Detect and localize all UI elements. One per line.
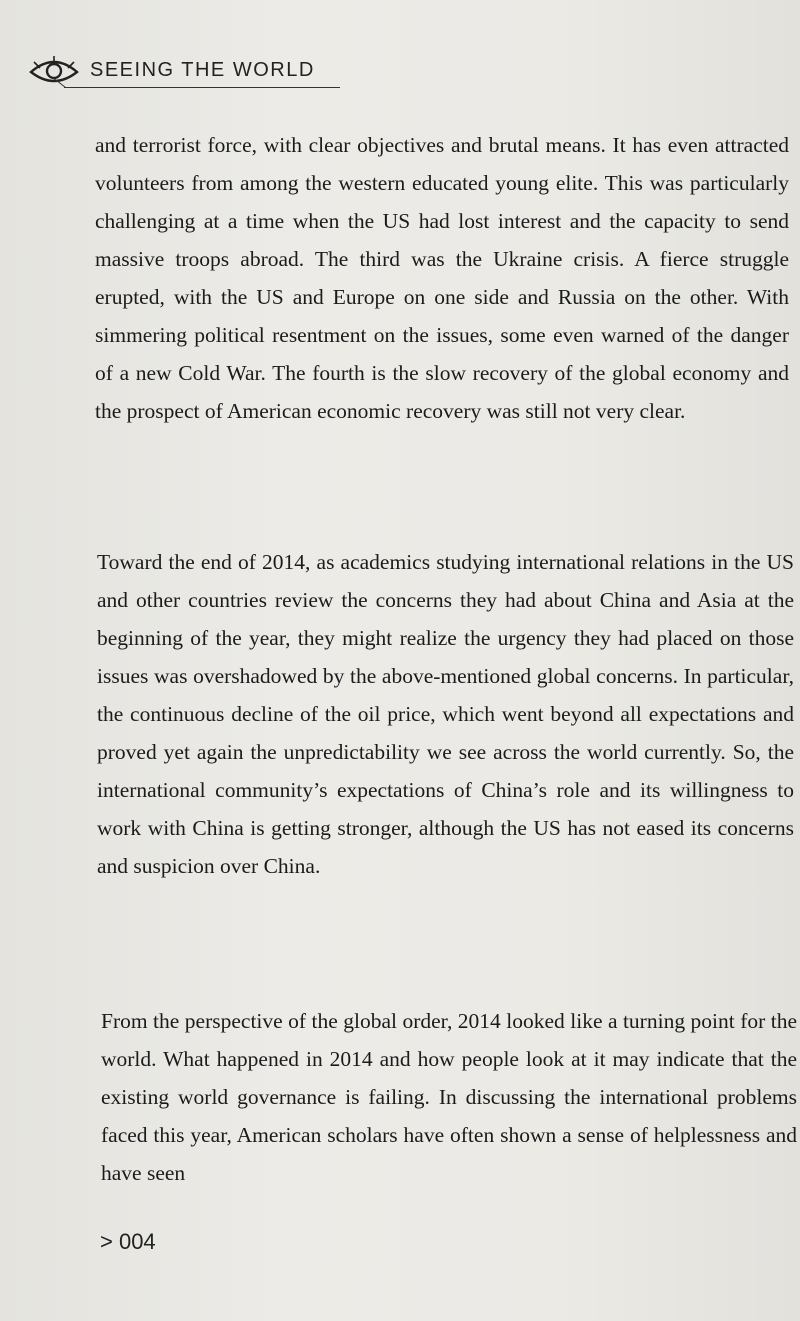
eye-icon <box>28 56 80 86</box>
paragraph-1: and terrorist force, with clear objectives and brutal means. It has even attracted volunteers from among the western educated young elite. This was particularly challenging at a time when the US had lost interest and the capacity to send massive troops abroad. The third was the Ukraine crisis. A fierce struggle erupted, with the US and Europe on one side and Russia on the other. With simmering political resentment on the issues, some even warned of the danger of a new Cold War. The fourth is the slow recovery of the global economy and the prospect of American economic recovery was still not very clear. <box>95 133 789 423</box>
header-rule <box>64 87 340 88</box>
header-title: SEEING THE WORLD <box>90 59 315 81</box>
paragraph-2: Toward the end of 2014, as academics studying international relations in the US and other countries review the concerns they had about China and Asia at the beginning of the year, they might realize the urgency they had placed on those issues was overshadowed by the above-mentioned global concerns. In particular, the continuous decline of the oil price, which went beyond all expectations and proved yet again the unpredictability we see across the world currently. So, the international community’s expectations of China’s role and its willingness to work with China is getting stronger, although the US has not eased its concerns and suspicion over China. <box>97 550 794 878</box>
running-header <box>22 50 322 90</box>
page-number: > 004 <box>100 1229 156 1254</box>
paragraph-3: From the perspective of the global order, 2014 looked like a turning point for the world. What happened in 2014 and how people look at it may indicate that the existing world governance is failing. In discussing the international problems faced this year, American scholars have often shown a sense of helplessness and have seen <box>101 1009 797 1185</box>
